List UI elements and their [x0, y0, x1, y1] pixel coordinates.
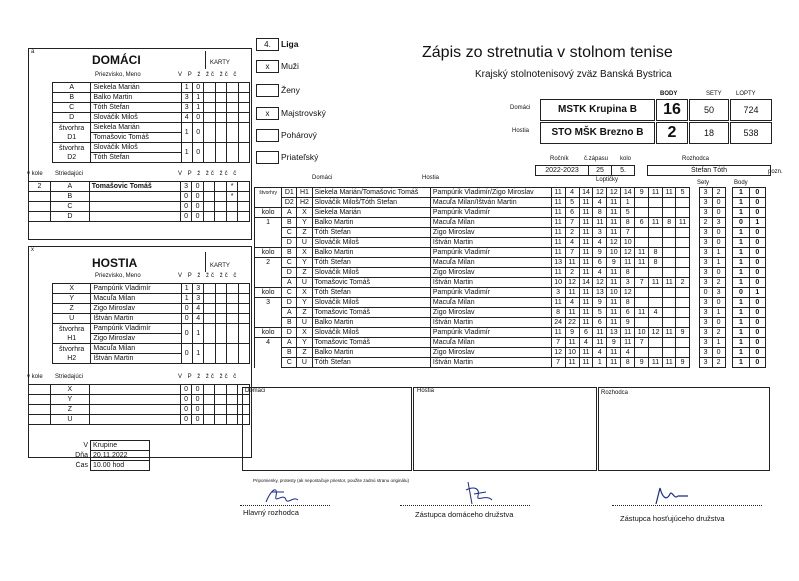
- notes-domaci-label: Domáci: [245, 388, 266, 394]
- col-body: Body: [734, 180, 748, 186]
- matches-table: [254, 187, 766, 368]
- table-row: U 0 0: [29, 415, 250, 425]
- table-row: štvorhra D1 Siekela Marián 1 0: [53, 123, 250, 133]
- domaci-letter: a: [31, 49, 35, 55]
- match-row: kolo B X Balko Martin Pampúrik Vladimír 11 7 11 9 10 12 11 8 3 1 1 0: [255, 248, 766, 258]
- table-row: Y 0 0: [29, 395, 250, 405]
- majstrovsky-label: Majstrovský: [281, 108, 326, 118]
- priatelsky-checkbox[interactable]: [256, 151, 279, 164]
- table-row: X Pampúrik Vladimír 1 3: [53, 284, 250, 294]
- match-row: kolo D X Slováčik Miloš Pampúrik Vladimír 11 9 6 11 13 11 10 12 11 9 3 2 1 0: [255, 328, 766, 338]
- match-row: 1 B Y Balko Martin Macuľa Milan 11 7 11 11 11 8 6 11 8 11 2 3 0 1: [255, 218, 766, 228]
- domaci-vkole: v kole: [27, 171, 43, 177]
- table-row: C Tóth Štefan 3 1: [53, 103, 250, 113]
- table-row: Y Macuľa Milan 1 3: [53, 294, 250, 304]
- table-row: štvorhra D2 Slováčik Miloš 1 0: [53, 143, 250, 153]
- hostia-sig-line: [612, 505, 762, 506]
- table-row: štvorhra H2 Macuľa Milan 0 1: [53, 344, 250, 354]
- hostia-subs-table: [28, 384, 250, 425]
- zapas-label: č.zápasu: [584, 156, 609, 162]
- domaci-col-headers: V P ž žč žč č: [178, 72, 239, 78]
- muzi-label: Muži: [281, 61, 299, 71]
- hostia-col-headers: V P ž žč žč č: [178, 273, 239, 279]
- page-subtitle: Krajský stolnotenisový zväz Banská Bystrica: [475, 69, 672, 80]
- hostia-label: Hostia: [512, 128, 530, 134]
- kolo-label: kolo: [620, 156, 632, 162]
- domaci-lopty: 724: [730, 99, 772, 121]
- table-row: D 0 0: [29, 212, 250, 222]
- rocnik-label: Ročník: [550, 156, 569, 162]
- table-row: Zigo Miroslav: [53, 334, 250, 344]
- match-row: A Z Tomašovic Tomáš Zigo Miroslav 8 11 11 5 11 6 11 4 3 1 1 0: [255, 308, 766, 318]
- domaci-title: DOMÁCI: [92, 53, 141, 67]
- table-row: B Balko Martin 3 1: [53, 93, 250, 103]
- match-row: C U Tóth Štefan Ištván Martin 7 11 11 1 11 8 9 11 11 9 3 2 1 0: [255, 358, 766, 368]
- match-row: B Z Balko Martin Zigo Miroslav 12 10 11 4 11 4 3 0 1 0: [255, 348, 766, 358]
- domaci-sig-line: [400, 505, 530, 506]
- match-row: kolo C X Tóth Štefan Pampúrik Vladimír 3 11 11 13 10 12 0 3 0 1: [255, 288, 766, 298]
- place-date-table: V Krupine Dňa 20.11.2022 Čas 10.00 hod: [70, 440, 150, 471]
- match-row: 3 D Y Slováčik Miloš Macuľa Milan 11 4 11 9 11 8 3 0 1 0: [255, 298, 766, 308]
- hostia-vkole: v kole: [27, 374, 43, 380]
- hlavny-label: Hlavný rozhodca: [243, 508, 299, 517]
- table-row: U Ištván Martin 0 4: [53, 314, 250, 324]
- table-row: Tóth Štefan: [53, 153, 250, 163]
- notes-rozhodca-box: [598, 387, 770, 471]
- match-row: 4 A Y Tomašovic Tomáš Macuľa Milan 7 11 4 11 9 11 7 3 1 1 0: [255, 338, 766, 348]
- table-row: A Siekela Marián 1 0: [53, 83, 250, 93]
- table-row: D Slováčik Miloš 4 0: [53, 113, 250, 123]
- hostia-team-name: STO MŠK Brezno B: [540, 122, 655, 144]
- body-header: BODY: [660, 91, 678, 97]
- match-row: C Z Tóth Štefan Zigo Miroslav 11 2 11 3 11 7 3 0 1 0: [255, 228, 766, 238]
- notes-domaci-box: [242, 387, 412, 471]
- table-row: štvorhra H1 Pampúrik Vladimír 0 1: [53, 324, 250, 334]
- liga-label: Liga: [281, 39, 299, 49]
- meta-table: 2022-2023 25 5. Štefan Tóth: [535, 165, 771, 176]
- table-row: Z Zigo Miroslav 0 4: [53, 304, 250, 314]
- table-row: Ištván Martin: [53, 354, 250, 364]
- table-row: B 0 0 *: [29, 192, 250, 202]
- page-title: Zápis zo stretnutia v stolnom tenise: [422, 44, 673, 61]
- signature-hostia: [652, 486, 692, 506]
- hostia-col-name: Priezvisko, Meno: [95, 273, 141, 279]
- table-row: X 0 0: [29, 385, 250, 395]
- domaci-players-table: [52, 82, 250, 163]
- col-lopticky: Loptičky: [596, 177, 619, 183]
- lopty-header: LOPTY: [736, 91, 756, 97]
- muzi-checkbox[interactable]: x: [256, 60, 279, 73]
- zeny-checkbox[interactable]: [256, 84, 279, 97]
- pozn-label: pozn.: [768, 169, 783, 175]
- domaci-subs-table: [28, 181, 250, 222]
- zeny-label: Ženy: [281, 85, 300, 95]
- match-row: 2 C Y Tóth Štefan Macuľa Milan 13 11 11 6 9 11 11 8 3 1 1 0: [255, 258, 766, 268]
- notes-hostia-box: [413, 387, 597, 471]
- table-row: C 0 0: [29, 202, 250, 212]
- match-row: štvorhry D1 H1 Siekela Marián/Tomašovic Tomáš Pampúrik Vladimír/Zigo Miroslav 11 4 14 12 12 14 9 11 11 5 3 2 1 0: [255, 188, 766, 198]
- sety-header: SETY: [706, 91, 722, 97]
- match-row: B U Balko Martin Ištván Martin 24 22 11 6 11 9 3 0 1 0: [255, 318, 766, 328]
- domaci-label: Domáci: [510, 105, 531, 111]
- domaci-team-name: MSTK Krupina B: [540, 99, 655, 121]
- hostia-striedajuci: Striedajúci: [55, 374, 84, 380]
- hostia-body: 2: [656, 122, 688, 144]
- domaci-sig-label: Zástupca domáceho družstva: [415, 510, 514, 519]
- hostia-sig-label: Zástupca hosťujúceho družstva: [620, 514, 725, 523]
- notes-hostia-label: Hostia: [417, 388, 435, 394]
- domaci-sub-cols: V P ž žč žč č: [178, 171, 239, 177]
- table-row: Z 0 0: [29, 405, 250, 415]
- hostia-letter: x: [31, 247, 34, 253]
- col-hostia: Hostia: [422, 175, 440, 181]
- col-domaci: Domáci: [312, 175, 333, 181]
- pohrovy-checkbox[interactable]: [256, 129, 279, 142]
- match-row: D2 H2 Slováčik Miloš/Tóth Štefan Macuľa Milan/Ištván Martin 11 5 11 4 11 1 3 0 1 0: [255, 198, 766, 208]
- hostia-karty-label: KARTY: [210, 263, 230, 269]
- domaci-body: 16: [656, 99, 688, 121]
- karty-divider: [205, 252, 251, 272]
- domaci-karty-label: KARTY: [210, 60, 230, 66]
- rozhodca-label: Rozhodca: [682, 156, 710, 162]
- majstrovsky-checkbox[interactable]: x: [256, 107, 279, 120]
- domaci-striedajuci: Striedajúci: [55, 171, 84, 177]
- protest-note: Pripomienky, protesty (ak nepostačuje priestor, použite zadnú stranu originálu): [253, 478, 409, 483]
- priatelsky-label: Priateľský: [281, 152, 319, 162]
- table-row: 2 A Tomašovic Tomáš 3 0 *: [29, 182, 250, 192]
- hostia-sub-cols: V P ž žč žč č: [178, 374, 239, 380]
- liga-box[interactable]: 4.: [256, 38, 279, 51]
- pohrovy-label: Pohárový: [281, 130, 317, 140]
- table-row: Tomašovic Tomáš: [53, 133, 250, 143]
- hostia-lopty: 538: [730, 122, 772, 144]
- notes-rozhodca-label: Rozhodca: [601, 390, 629, 396]
- signature-domaci: [462, 478, 496, 508]
- hlavny-line: [240, 505, 330, 506]
- hostia-players-table: [52, 283, 250, 364]
- match-row: kolo A X Siekela Marián Pampúrik Vladimír 11 6 11 8 11 5 3 0 1 0: [255, 208, 766, 218]
- match-row: D U Slováčik Miloš Ištván Martin 11 4 11 4 12 10 3 0 1 0: [255, 238, 766, 248]
- match-row: D Z Slováčik Miloš Zigo Miroslav 11 2 11 4 11 8 3 0 1 0: [255, 268, 766, 278]
- domaci-col-name: Priezvisko, Meno: [95, 72, 141, 78]
- col-sety: Sety: [697, 180, 710, 186]
- match-row: A U Tomašovic Tomáš Ištván Martin 10 12 14 12 11 3 7 11 11 2 3 2 1 0: [255, 278, 766, 288]
- hostia-sety: 18: [689, 122, 729, 144]
- domaci-sety: 50: [689, 99, 729, 121]
- hostia-title: HOSTIA: [92, 256, 138, 270]
